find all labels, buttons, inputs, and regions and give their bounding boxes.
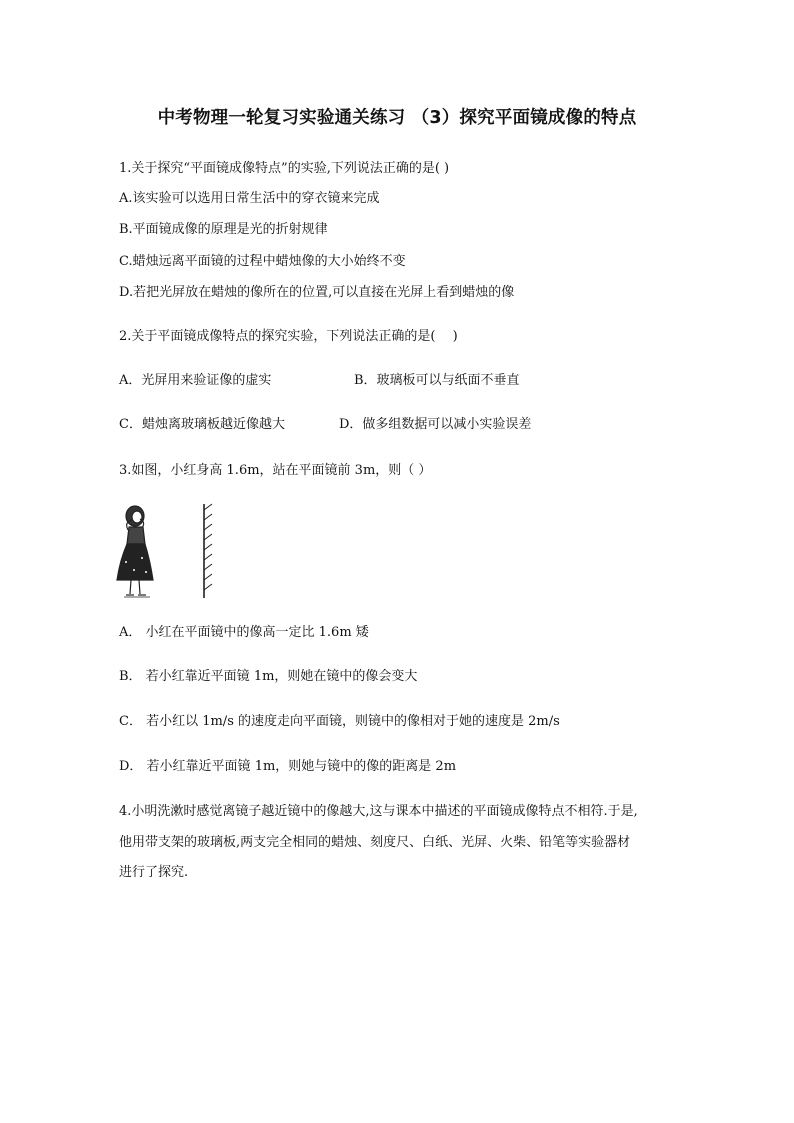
q1-option-a: A.该实验可以选用日常生活中的穿衣镜来完成	[119, 191, 380, 206]
q1-option-c: C.蜡烛远离平面镜的过程中蜡烛像的大小始终不变	[119, 254, 406, 269]
q2-option-b: B．玻璃板可以与纸面不垂直	[354, 373, 520, 388]
q1-stem: 1.关于探究“平面镜成像特点”的实验,下列说法正确的是( )	[119, 161, 450, 176]
girl-mirror-illustration	[112, 500, 222, 604]
q2-stem: 2.关于平面镜成像特点的探究实验，下列说法正确的是( )	[119, 329, 458, 344]
q3-option-b: B． 若小红靠近平面镜 1m，则她在镜中的像会变大	[119, 669, 418, 684]
q3-option-c: C． 若小红以 1m/s 的速度走向平面镜，则镜中的像相对于她的速度是 2m/s	[119, 714, 560, 729]
q4-line-3: 进行了探究.	[119, 865, 189, 880]
q1-option-b: B.平面镜成像的原理是光的折射规律	[119, 222, 328, 237]
q4-line-1: 4.小明洗漱时感觉离镜子越近镜中的像越大,这与课本中描述的平面镜成像特点不相符.于是,	[119, 804, 638, 819]
q1-option-d: D.若把光屏放在蜡烛的像所在的位置,可以直接在光屏上看到蜡烛的像	[119, 285, 515, 300]
plane-mirror-drawing	[204, 504, 212, 598]
q4-line-2: 他用带支架的玻璃板,两支完全相同的蜡烛、刻度尺、白纸、光屏、火柴、铅笔等实验器材	[119, 835, 631, 850]
q3-option-a: A． 小红在平面镜中的像高一定比 1.6m 矮	[119, 625, 369, 640]
q2-option-c: C．蜡烛离玻璃板越近像越大	[119, 417, 285, 432]
q2-option-d: D．做多组数据可以减小实验误差	[339, 417, 532, 432]
q2-option-a: A．光屏用来验证像的虚实	[119, 373, 272, 388]
girl-mirror-figure	[112, 500, 222, 604]
page-title: 中考物理一轮复习实验通关练习 （3）探究平面镜成像的特点	[157, 108, 637, 128]
q3-stem: 3.如图，小红身高 1.6m，站在平面镜前 3m，则（ ）	[119, 463, 432, 478]
q3-option-d: D． 若小红靠近平面镜 1m，则她与镜中的像的距离是 2m	[119, 759, 457, 774]
girl-drawing	[117, 506, 153, 597]
